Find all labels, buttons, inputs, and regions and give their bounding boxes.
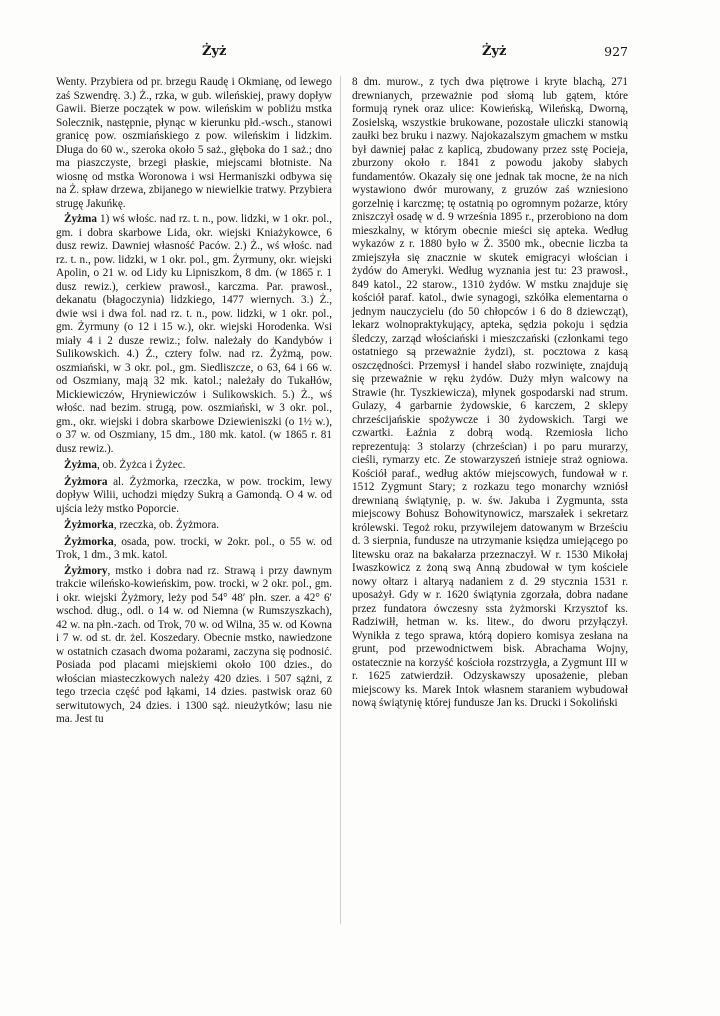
left-column xyxy=(56,76,332,729)
entry-text: al. Żyżmorka, rzeczka, w pow. trockim, lewy dopływ Wilii, uchodzi między Sukrą a Gamondą. O 4 w. od ujścia leży mstko Poporcie. xyxy=(56,475,332,515)
entry-headword: Żyżmorka xyxy=(64,535,114,548)
entry-headword: Żyżmorka xyxy=(64,519,114,531)
entry-headword: Żyżma xyxy=(64,213,97,225)
entry-paragraph xyxy=(56,76,332,211)
running-head-left: Żyż xyxy=(202,44,227,59)
entry-text: Wenty. Przybiera od pr. brzegu Raudę i Okmianę, od lewego zaś Szwendrę. 3.) Ż., rzka, w gub. wileńskiej, prawy dopływ Gawii. Bierze początek w pow. wileńskim w pobliżu mstka Solecznik, następnie, płynąc w kierunku płd.-wsch., stanowi granicę pow. oszmiańskiego z pow. wileńskim i lidzkim. Długa do 60 w., szeroka około 5 saż., głęboka do 1 saż.; dno ma piaszczyste, brzegi płaskie, miejscami błotniste. Na wiosnę od mstka Woronowa i wsi Hermaniszki odbywa się na Ż. spław drzewa, zbijanego w niewielkie tratwy. Przybiera strugę Jakuńkę. xyxy=(56,76,332,210)
entry-headword: Żyżma xyxy=(64,459,97,471)
entry-text: 8 dm. murow., z tych dwa piętrowe i kryte blachą, 271 drewnianych, przeważnie pod słomą lub gątem, które formują rynek oraz ulice: Kowieńską, Wileńską, Dworną, Zosielską, wszystkie brukowane, pozostałe uliczki stanowią zaułki bez bruku i nazwy. Najokazalszym gmachem w mstku był dawniej pałac z kaplicą, zbudowany przez sstę Pocieja, zburzony około r. 1841 z powodu jakoby słabych fundamentów. Okazały się one jednak tak mocne, że na nich wystawiono dwór murowany, z gruzów zaś wzniesiono gorzelnię i karczmę; tę ostatnią po ogromnym pożarze, który zniszczył osadę w d. 9 września 1895 r., przerobiono na dom mieszkalny, w którym obecnie mieści się apteka. Według wykazów z r. 1880 było w Ż. 3500 mk., obecnie liczba ta zmiejszyła się znacznie w skutek emigracyi włościan i żydów do Ameryki. Według wyznania jest tu: 23 prawosł., 849 katol., 22 starow., 1310 żydów. W mstku znajduje się kościół paraf. katol., dwie synagogi, szkółka elementarna o jednym nauczycielu (do 50 chłopców i 6 do 8 dziewcząt), lekarz wolnopraktykujący, apteka, sędzia pokoju i sędzia śledczy, zarząd włościański i mieszczański (członkami tego ostatniego są przeważnie żydzi), st. pocztowa z kasą oszczędności. Przemysł i handel słabo rozwinięte, znajdują się przeważnie w ręku żydów. Duży młyn walcowy na Strawie (hr. Tyszkiewicza), młynek gospodarski nad strum. Gulazy, 4 garbarnie żydowskie, 6 karczem, 2 sklepy chrześcijańskie spożywcze i 30 żydowskich. Targi we czwartki. Łaźnia z dobrą wodą. Rzemiosła licho reprezentują: 3 stolarzy (chrześcian) i po paru murarzy, cieśli, rymarzy etc. Ze stowarzyszeń istnieje straż ogniowa. Kościół paraf., według aktów miejscowych, fundował w r. 1512 Zygmunt Stary; z rozkazu tego monarchy wzniósł drewnianą świątynię, p. w. św. Jakuba i Zygmunta, ssta miejscowy Bohusz Bohowitynowicz, marszałek i sekretarz królewski. Tegoż roku, przywilejem datowanym w Brześciu d. 3 sierpnia, fundusze na utrzymanie księdza umiejącego po litewsku oraz na bakałarza przeznaczył. W r. 1530 Mikołaj Iwaszkowicz z żoną swą Anną zbudował w tym kościele nowy ołtarz i altaryą nadaniem z d. 29 stycznia 1531 r. uposażył. Gdy w r. 1620 świątynia zgorzała, dobra nadane przez fundatora ówczesny ssta żyżmorski Krzysztof ks. Radziwiłł, hetman w. ks. litew., do dworu przyłączył. Wynikła z tego sprawa, którą dopiero komisya zesłana na grunt, pod przewodnictwem bisk. Abrachama Wojny, ostatecznie na korzyść kościoła rozstrzygła, a Zygmunt III w r. 1625 zatwierdził. Odzyskawszy uposażenie, pleban miejscowy ks. Marek Intok własnem staraniem wybudował nową świątynię której fundusze Jan ks. Drucki i Sokoliński xyxy=(352,76,628,709)
entry-paragraph xyxy=(352,76,628,711)
page-header xyxy=(56,44,628,64)
entry-paragraph xyxy=(56,519,332,533)
entry-text: , mstko i dobra nad rz. Strawą i przy dawnym trakcie wileńsko-kowieńskim, pow. trocki, w 2 okr. pol., gm. i okr. wiejski Żyżmory, leży pod 54° 48′ płn. szer. a 42° 6′ wschod. dług., odl. o 14 w. od Niemna (w Rumszyszkach), 42 w. na płn.-zach. od Trok, 70 w. od Wilna, 35 w. od Kowna i 7 w. od st. dr. żel. Koszedary. Obecnie mstko, nawiedzone w ostatnich czasach dwoma pożarami, zaczyna się podnosić. Posiada pod placami miejskiemi około 100 dzies., do włościan miasteczkowych należy 420 dzies. i 507 sążni, z tego trzecia część pod łąkami, 14 dzies. pastwisk oraz 60 serwitutowych, 24 dzies. i 1300 sąż. nieużytków; lasu nie ma. Jest tu xyxy=(56,564,332,725)
entry-paragraph xyxy=(56,213,332,456)
entry-paragraph xyxy=(56,459,332,473)
right-column xyxy=(352,76,628,713)
entry-text: , rzeczka, ob. Żyżmora. xyxy=(113,519,220,531)
entry-text: , osada, pow. trocki, w 2okr. pol., o 55 w. od Trok, 1 dm., 3 mk. katol. xyxy=(56,535,332,561)
column-divider xyxy=(340,76,341,924)
entry-headword: Żyżmory xyxy=(64,564,108,577)
running-head-right: Żyż xyxy=(482,44,507,59)
entry-headword: Żyżmora xyxy=(64,475,108,488)
entry-paragraph xyxy=(56,565,332,727)
page-number: 927 xyxy=(604,44,628,59)
entry-text: 1) wś włośc. nad rz. t. n., pow. lidzki, w 1 okr. pol., gm. i dobra skarbowe Lida, okr. wiejski Kniażykowce, 6 dusz rewiz. Dawniej własność Paców. 2.) Ż., wś włośc. nad rz. t. n., pow. lidzki, w 1 okr. pol., gm. Żyrmuny, okr. wiejski Apolin, o 21 w. od Lidy ku Lipniszkom, 8 dm. (w 1865 r. 1 dusz rewiz.), cerkiew prawosł., karczma. Par. prawosł., dekanatu (błagoczynia) lidzkiego, 1477 wiernych. 3.) Ż., dwie wsi i dwa fol. nad rz. t. n., pow. lidzki, w 1 okr. pol., gm. Żyrmuny (o 12 i 15 w.), okr. wiejski Horodenka. Wsi miały 4 i 2 dusze rewiz.; folw. należały do Kandybów i Sulikowskich. 4.) Ż., cztery folw. nad rz. Żyżmą, pow. oszmiański, w 3 okr. pol., gm. Siedliszcze, o 63, 64 i 66 w. od Oszmiany, mają 32 mk. katol.; należały do Tukałłów, Mickiewiczów, Hryniewiczów i Sulikowskich. 5.) Ż., wś włośc. nad bezim. strugą, pow. oszmiański, w 3 okr. pol., gm., okr. wiejski i dobra skarbowe Dziewieniszki (o 1½ w.), o 37 w. od Oszmiany, 15 dm., 180 mk. katol. (w 1865 r. 81 dusz rewiz.). xyxy=(56,213,332,455)
entry-paragraph xyxy=(56,476,332,517)
entry-text: , ob. Żyżca i Żyżec. xyxy=(96,459,186,471)
entry-paragraph xyxy=(56,536,332,563)
